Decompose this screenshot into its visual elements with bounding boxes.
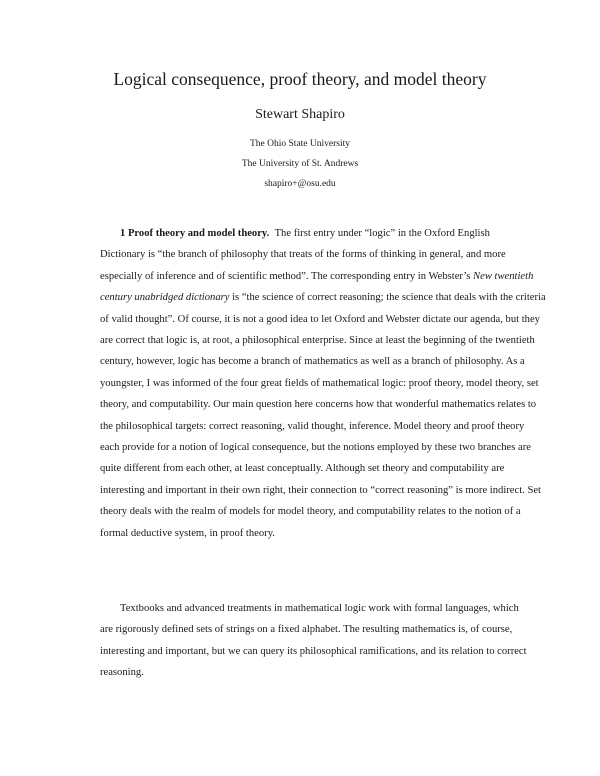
paragraph-line: interesting and important, but we can query its philosophical ramifications, and its relation to correct: [100, 645, 527, 657]
paragraph-line: quite different from each other, at least conceptually. Although set theory and computability are: [100, 463, 505, 475]
paragraph-line: each provide for a notion of logical consequence, but the notions employed by these two branches are: [100, 442, 531, 454]
paragraph-line: interesting and important in their own right, their connection to “correct reasoning” is more indirect. Set: [100, 484, 541, 496]
text-span: The first entry under “logic” in the Oxford English: [274, 228, 490, 239]
italic-title: New twentieth: [473, 270, 534, 282]
paragraph-line: are rigorously defined sets of strings on a fixed alphabet. The resulting mathematics is, of course,: [100, 624, 513, 636]
author-email: shapiro+@osu.edu: [264, 179, 336, 189]
paragraph-line: [100, 223, 500, 244]
paragraph-line: century, however, logic has become a branch of mathematics as well as a branch of philosophy. As a: [100, 356, 525, 368]
paragraph-line: [100, 287, 546, 308]
paragraph-line: Dictionary is “the branch of philosophy that treats of the forms of thinking in general, and more: [100, 249, 506, 261]
text-span: is “the science of correct reasoning; the science that deals with the criteria: [229, 292, 546, 304]
paragraph-line: the philosophical targets: correct reasoning, valid thought, inference. Model theory and proof theory: [100, 420, 525, 432]
paragraph-line: youngster, I was informed of the four great fields of mathematical logic: proof theory, model theory, set: [100, 377, 539, 389]
paragraph-line: are correct that logic is, at root, a philosophical enterprise. Since at least the beginning of the twentieth: [100, 335, 535, 347]
paper-title: Logical consequence, proof theory, and model theory: [113, 69, 487, 89]
italic-title: century unabridged dictionary: [100, 292, 230, 304]
section-heading: 1 Proof theory and model theory.: [120, 228, 270, 239]
paragraph-line: [100, 266, 534, 287]
paragraph-2: [100, 598, 527, 684]
affiliation-ohio-state: The Ohio State University: [250, 139, 350, 149]
author-name: Stewart Shapiro: [255, 107, 345, 122]
paragraph-line: Textbooks and advanced treatments in mathematical logic work with formal languages, which: [120, 603, 519, 614]
paragraph-line: theory deals with the realm of models for model theory, and computability relates to the notion of a: [100, 506, 521, 518]
paragraph-1: [100, 223, 546, 544]
paragraph-line: reasoning.: [100, 667, 144, 679]
paragraph-line: formal deductive system, in proof theory.: [100, 527, 275, 539]
text-span: especially of inference and of scientific method”. The corresponding entry in Webster’s: [100, 270, 474, 282]
affiliation-st-andrews: The University of St. Andrews: [241, 159, 359, 169]
paragraph-line: theory, and computability. Our main question here concerns how that wonderful mathematics relates to: [100, 399, 537, 411]
paragraph-line: of valid thought”. Of course, it is not a good idea to let Oxford and Webster dictate our agenda, but they: [100, 313, 540, 325]
